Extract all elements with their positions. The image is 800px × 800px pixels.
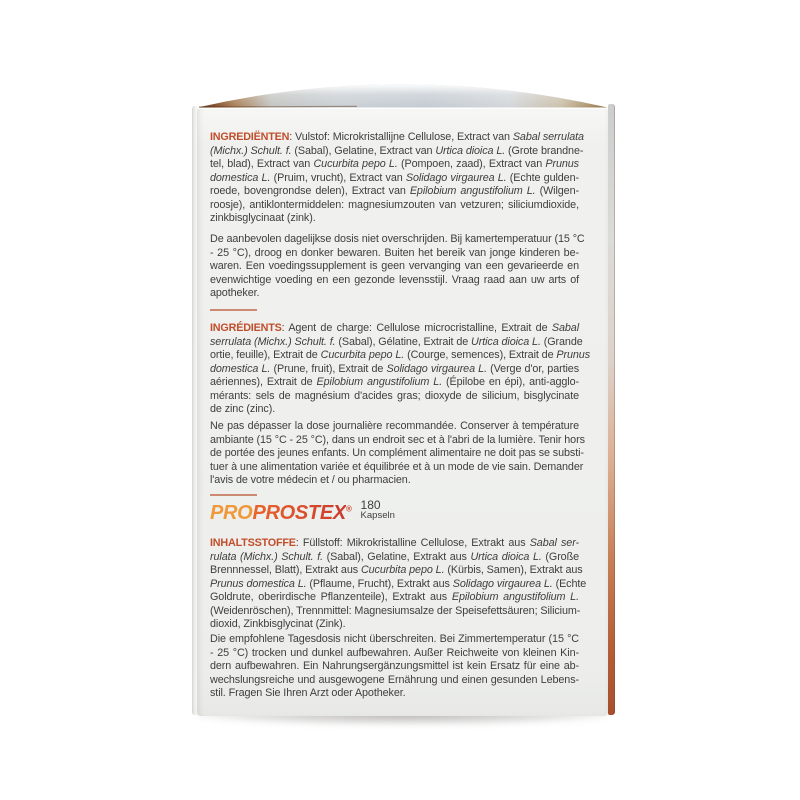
brand-wordmark <box>210 502 352 524</box>
brand-prostex: PROSTEX <box>252 502 346 524</box>
box-top-face <box>197 81 608 109</box>
paragraph-fr-ingredients: INGRÉDIENTS: Agent de charge: Cellulose microcristalline, Extrait de Sabal serrulata (Michx.) Schult. f. (Sabal), Gélatine, Extrait de Urtica dioica L. (Grande ortie, feuille), Extrait de Cucurbita pepo L. (Courge, semences), Extrait de Prunus domestica L. (Prune, fruit), Extrait de Solidago virgaurea L. (Verge d'or, parties aériennes), Extrait de Epilobium angustifolium L. (Épilobe en épi), anti-agglo- mérants: sels de magnésium d'acides gras; dioxyde de silicium, bisglycinate de zinc (zinc). <box>210 322 591 415</box>
section-heading: INHALTSSTOFFE <box>210 537 296 549</box>
brand-logo <box>210 498 395 524</box>
box-right-edge <box>608 104 615 715</box>
section-divider <box>210 494 257 496</box>
box-front-panel <box>197 108 608 716</box>
paragraph-de-ingredients: INHALTSSTOFFE: Füllstoff: Mikrokristalline Cellulose, Extrakt aus Sabal ser- rulata (Michx.) Schult. f. (Sabal), Gelatine, Extrakt aus Urtica dioica L. (Große Brennnessel, Blatt), Extrakt aus Cucurbita pepo L. (Kürbis, Samen), Extrakt aus Prunus domestica L. (Pflaume, Frucht), Extrakt aus Solidago virgaurea L. (Echte Goldrute, oberirdische Pflanzenteile), Extrakt aus Epilobium angustifolium L. (Weidenröschen), Trennmittel: Magnesiumsalze der Speisefettsäuren; Silicium- dioxid, Zinkbisglycinat (Zink). <box>210 537 587 630</box>
paragraph-nl-storage: De aanbevolen dagelijkse dosis niet overschrijden. Bij kamertemperatuur (15 °C - 25 °C), droog en donker bewaren. Buiten het bereik van jonge kinderen be- waren. Een voedingssupplement is geen vervanging van een gevarieerde en evenwichtige voeding en een gezonde levensstijl. Vraag raad aan uw arts of apotheker. <box>210 233 585 299</box>
paragraph-de-storage: Die empfohlene Tagesdosis nicht überschreiten. Bei Zimmertemperatur (15 °C - 25 °C) trocken und dunkel aufbewahren. Außer Reichweite von kleinen Kin- dern aufbewahren. Ein Nahrungsergänzungsmittel ist kein Ersatz für eine ab- wechslungsreiche und ausgewogene Ernährung und einen gesunden Lebens- stil. Fragen Sie Ihren Arzt oder Apotheker. <box>210 633 579 699</box>
registered-trademark-icon: ® <box>345 504 352 514</box>
section-divider <box>210 309 257 311</box>
paragraph-fr-storage: Ne pas dépasser la dose journalière recommandée. Conserver à température ambiante (15 °C - 25 °C), dans un endroit sec et à l'abri de la lumière. Tenir hors de portée des jeunes enfants. Un complément alimentaire ne doit pas se substi- tuer à une alimentation variée et équilibrée et à un mode de vie sain. Demander l'avis de votre médecin et / ou pharmacien. <box>210 420 585 486</box>
paragraph-nl-ingredients: INGREDIËNTEN: Vulstof: Microkristallijne Cellulose, Extract van Sabal serrulata (Michx.) Schult. f. (Sabal), Gelatine, Extract van Urtica dioica L. (Grote brandne- tel, blad), Extract van Cucurbita pepo L. (Pompoen, zaad), Extract van Prunus domestica L. (Pruim, vrucht), Extract van Solidago virgaurea L. (Echte gulden- roede, bovengrondse delen), Extract van Epilobium angustifolium L. (Wilgen- roosje), antiklontermiddelen: magnesiumzouten van vetzuren; siliciumdioxide, zinkbisglycinaat (zink). <box>210 131 584 224</box>
section-heading: INGREDIËNTEN <box>210 131 290 143</box>
section-heading: INGRÉDIENTS <box>210 322 282 334</box>
pack-size <box>361 499 395 521</box>
capsule-count: 180 <box>360 498 381 512</box>
brand-pro: PRO <box>210 502 253 524</box>
capsule-unit: Kapseln <box>360 510 395 521</box>
